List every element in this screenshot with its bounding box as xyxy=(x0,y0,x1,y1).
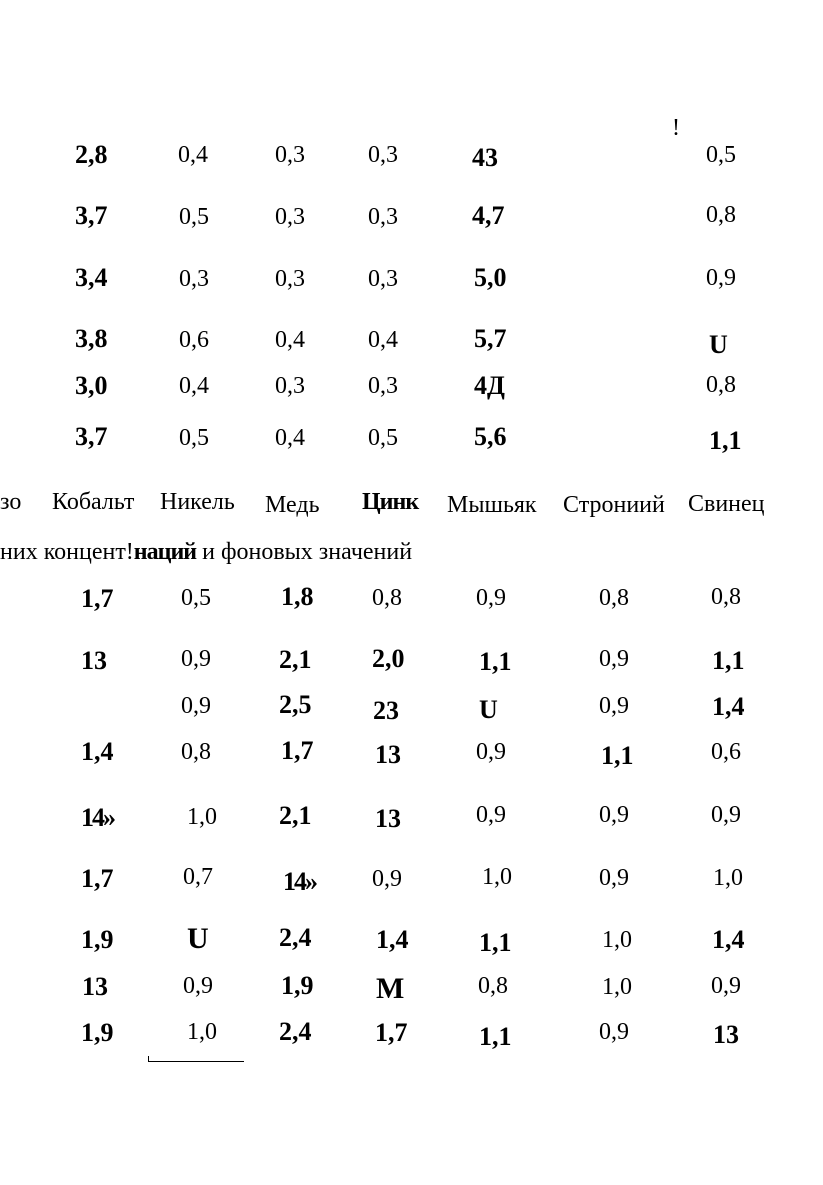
footnote-rule xyxy=(148,1056,244,1062)
bottom-cell: 1,9 xyxy=(81,1018,114,1047)
header-arsenic: Мышьяк xyxy=(447,492,537,518)
top-cell: 0,5 xyxy=(368,425,398,451)
bottom-cell: 14» xyxy=(81,803,114,832)
top-cell: 0,9 xyxy=(706,265,736,291)
bottom-cell: 1,0 xyxy=(602,974,632,1000)
bottom-cell: 1,8 xyxy=(281,582,314,611)
bottom-cell: 0,5 xyxy=(181,585,211,611)
top-cell: U xyxy=(709,330,728,359)
bottom-cell: 0,9 xyxy=(711,973,741,999)
caption-end: и фоновых значений xyxy=(196,539,413,565)
bottom-cell: 1,4 xyxy=(376,925,409,954)
bottom-cell: 0,7 xyxy=(183,864,213,890)
bottom-cell: 2,4 xyxy=(279,923,312,952)
header-lead: Свинец xyxy=(688,491,765,517)
bottom-cell: 0,9 xyxy=(372,866,402,892)
caption-bold: наций xyxy=(133,539,197,565)
bottom-cell: 1,1 xyxy=(479,928,512,957)
bottom-cell: 0,8 xyxy=(599,585,629,611)
bottom-cell: 1,9 xyxy=(281,971,314,1000)
bottom-cell: 13 xyxy=(713,1020,739,1049)
bottom-cell: 1,0 xyxy=(482,864,512,890)
top-cell: 0,4 xyxy=(275,327,305,353)
top-cell: 0,5 xyxy=(179,425,209,451)
top-cell: 0,5 xyxy=(706,142,736,168)
bottom-cell: 1,9 xyxy=(81,925,114,954)
bottom-cell: U xyxy=(187,922,209,955)
top-cell: 0,4 xyxy=(179,373,209,399)
bottom-cell: 0,8 xyxy=(372,585,402,611)
bottom-cell: 13 xyxy=(81,646,107,675)
top-cell: 0,3 xyxy=(275,204,305,230)
header-zhelezo-fragment: зо xyxy=(0,489,22,515)
top-cell: 3,8 xyxy=(75,324,108,353)
top-cell: 0,3 xyxy=(368,204,398,230)
top-cell: 43 xyxy=(472,143,498,172)
bottom-cell: 0,9 xyxy=(599,1019,629,1045)
bottom-cell: 0,9 xyxy=(183,973,213,999)
bottom-cell: 0,9 xyxy=(181,693,211,719)
bottom-cell: 0,6 xyxy=(711,739,741,765)
top-cell: 0,8 xyxy=(706,202,736,228)
top-cell: 3,7 xyxy=(75,201,108,230)
top-cell: 1,1 xyxy=(709,426,742,455)
top-cell: 0,3 xyxy=(179,266,209,292)
top-cell: 0,4 xyxy=(178,142,208,168)
bottom-cell: 1,7 xyxy=(375,1018,408,1047)
top-cell: 5,0 xyxy=(474,263,507,292)
header-nickel: Никель xyxy=(160,489,235,515)
bottom-cell: 1,4 xyxy=(712,925,745,954)
header-strontium: Строниий xyxy=(563,492,665,518)
bottom-cell: 1,1 xyxy=(712,646,745,675)
bottom-cell: 14» xyxy=(283,867,316,896)
bottom-cell: 1,1 xyxy=(601,741,634,770)
top-cell: 0,4 xyxy=(275,425,305,451)
bottom-cell: 0,9 xyxy=(599,802,629,828)
bottom-cell: 13 xyxy=(82,972,108,1001)
top-cell: 2,8 xyxy=(75,140,108,169)
stray-mark: ! xyxy=(672,115,680,141)
top-cell: 0,6 xyxy=(179,327,209,353)
bottom-cell: 2,0 xyxy=(372,644,405,673)
top-cell: 4Д xyxy=(474,371,505,400)
top-cell: 3,7 xyxy=(75,422,108,451)
bottom-cell: 2,5 xyxy=(279,690,312,719)
bottom-cell: 1,4 xyxy=(81,737,114,766)
top-cell: 3,4 xyxy=(75,263,108,292)
bottom-cell: 0,9 xyxy=(599,693,629,719)
bottom-cell: 13 xyxy=(375,804,401,833)
bottom-cell: 1,1 xyxy=(479,1022,512,1051)
bottom-cell: 0,9 xyxy=(599,646,629,672)
top-cell: 5,6 xyxy=(474,422,507,451)
bottom-cell: 2,1 xyxy=(279,801,312,830)
bottom-cell: 2,4 xyxy=(279,1017,312,1046)
header-cobalt: Кобальт xyxy=(52,489,135,515)
top-cell: 0,5 xyxy=(179,204,209,230)
table-caption xyxy=(0,540,412,564)
bottom-cell: 2,1 xyxy=(279,645,312,674)
bottom-cell: U xyxy=(479,695,498,724)
bottom-cell: 13 xyxy=(375,740,401,769)
bottom-cell: 0,8 xyxy=(181,739,211,765)
bottom-cell: 0,9 xyxy=(599,865,629,891)
bottom-cell: 1,4 xyxy=(712,692,745,721)
top-cell: 3,0 xyxy=(75,371,108,400)
top-cell: 0,4 xyxy=(368,327,398,353)
top-cell: 0,3 xyxy=(275,142,305,168)
top-cell: 0,3 xyxy=(275,266,305,292)
top-cell: 0,3 xyxy=(368,373,398,399)
bottom-cell: 1,0 xyxy=(713,865,743,891)
bottom-cell: 0,9 xyxy=(476,585,506,611)
bottom-cell: 1,0 xyxy=(187,1019,217,1045)
caption-start: них концент! xyxy=(0,539,134,565)
top-cell: 4,7 xyxy=(472,201,505,230)
top-cell: 0,3 xyxy=(275,373,305,399)
top-cell: 0,3 xyxy=(368,142,398,168)
bottom-cell: 1,7 xyxy=(281,736,314,765)
bottom-cell: 23 xyxy=(373,696,399,725)
bottom-cell: 1,7 xyxy=(81,864,114,893)
top-cell: 0,8 xyxy=(706,372,736,398)
header-zinc: Цинк xyxy=(362,489,419,515)
bottom-cell: 0,9 xyxy=(711,802,741,828)
bottom-cell: 1,0 xyxy=(187,804,217,830)
bottom-cell: 0,9 xyxy=(476,802,506,828)
bottom-cell: M xyxy=(376,972,405,1005)
bottom-cell: 0,9 xyxy=(181,646,211,672)
header-copper: Медь xyxy=(265,492,320,518)
top-cell: 5,7 xyxy=(474,324,507,353)
top-cell: 0,3 xyxy=(368,266,398,292)
bottom-cell: 0,9 xyxy=(476,739,506,765)
bottom-cell: 1,0 xyxy=(602,927,632,953)
bottom-cell: 1,7 xyxy=(81,584,114,613)
bottom-cell: 0,8 xyxy=(711,584,741,610)
bottom-cell: 0,8 xyxy=(478,973,508,999)
bottom-cell: 1,1 xyxy=(479,647,512,676)
